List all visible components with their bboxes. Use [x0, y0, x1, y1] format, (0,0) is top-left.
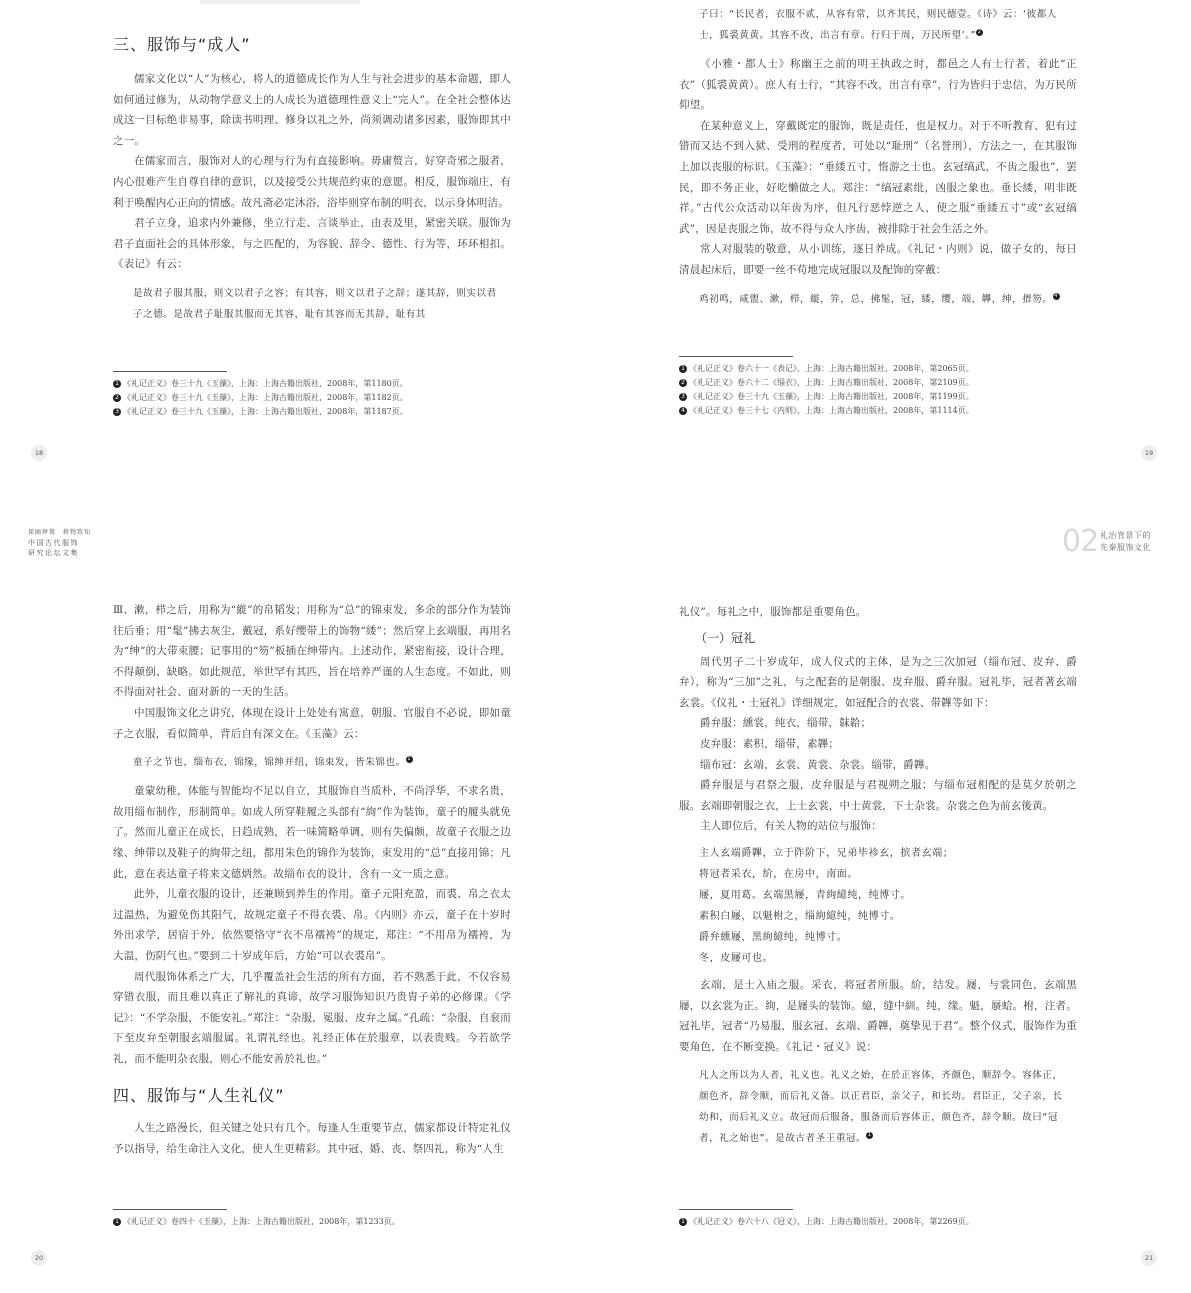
book-title-line: 研究论坛文集 [28, 549, 79, 557]
book-title-line: 中国古代服饰 [28, 539, 79, 547]
chapter-title: 礼治背景下的 先秦服饰文化 [1100, 531, 1151, 552]
paragraph: 在某种意义上，穿戴既定的服饰，既是责任，也是权力。对于不听教育、犯有过错而又达不到入狱、受刑的程度者，可处以“耻刑”（名誉刑），方法之一，在其服饰上加以丧服的标识。《玉藻》：“垂緌五寸，惰游之士也。玄冠缟武，不齿之服也”，罢民，即不务正业，好吃懒做之人。郑注：“缟冠素纰，凶服之象也。垂长緌，明非既祥。”古代公众活动以年齿为序，但凡行恶悖逆之人，使之服“垂緌五寸”或“玄冠缟武”，因是丧服之饰，故不得与众人序齿，被排除于社会生活之外。 [679, 119, 1077, 235]
paragraph: 君子立身，追求内外兼修，坐立行走、言谈举止，由表及里，紧密关联。服饰为君子直面社会的具体形象，与之匹配的，为容貌、辞令、德性、行为等，环环相扣。《表记》有云： [113, 217, 511, 271]
footnote-ref: 1 [407, 756, 412, 763]
paragraph: 主人即位后，有关人物的站位与服饰： [700, 820, 882, 833]
footnote: 1 《礼记正义》卷三十九《玉藻》，上海：上海古籍出版社，2008年，第1180页。 [113, 377, 511, 391]
paragraph: 礼仪”。每礼之中，服饰都是重要角色。 [679, 606, 867, 618]
footnote: 1 《礼记正义》卷六十一《表记》，上海：上海古籍出版社，2008年，第2065页。 [679, 362, 1077, 376]
quote-text: 是故君子服其服，则文以君子之容；有其容，则文以君子之辞；遂其辞，则实以君子之德。是故君子耻服其服而无其容，耻有其容而无其辞，耻有其 [133, 287, 497, 320]
footnote-ref: 2 [977, 29, 982, 35]
paragraph: 爵弁服是与君祭之服，皮弁服是与君视朔之服；与缁布冠相配的是莫夕於朝之服。玄端即朝服之衣，上士玄裳，中士黄裳，下士杂裳。杂裳之色为前玄後黄。 [679, 779, 1077, 812]
verse-line: 屦，夏用葛。玄端黑屦，青絇繶纯，纯博寸。 [699, 889, 911, 901]
section-heading: 四、服饰与“人生礼仪” [113, 1086, 285, 1106]
page-18 [0, 0, 595, 480]
footnotes [113, 1209, 511, 1229]
verse-line: 素积白屦，以魁柎之，缁絇繶纯，纯博寸。 [699, 910, 901, 922]
page-number: 19 [1141, 445, 1157, 461]
page-number: 18 [31, 445, 47, 461]
section-heading: 三、服饰与“成人” [113, 35, 251, 54]
subsection-heading: （一）冠礼 [695, 630, 756, 645]
quote-text: 子曰：“长民者，衣服不贰，从容有常，以齐其民，则民德壹。《诗》云：‘彼都人士，狐裘黄黄。其容不改，出言有章。行归于周，万民所望’。” [699, 9, 1057, 41]
paragraph: 人生之路漫长，但关键之处只有几个。每逢人生重要节点，儒家都设计特定礼仪予以指导，给生命注入文化，使人生更精彩。其中冠、婚、丧、祭四礼，称为“人生 [113, 1122, 511, 1156]
footnote-rule [679, 1209, 793, 1210]
quote-text: 凡人之所以为人者，礼义也。礼义之始，在於正容体，齐颜色，顺辞令。容体正，颜色齐，辞令顺，而后礼义备。以正君臣，亲父子，和长幼。君臣正，父子亲，长幼和，而后礼义立。故冠而后服备，服备而后容体正，颜色齐，辞令顺。故曰“冠者，礼之始也”。是故古者圣王重冠。 [699, 1070, 1063, 1145]
quote-text: 童子之节也，缁布衣，锦缘，锦绅并纽，锦束发，皆朱锦也。 [133, 757, 406, 769]
page-20 [0, 480, 595, 1293]
page-number: 20 [31, 1250, 47, 1266]
chapter-number: 02 [1062, 524, 1099, 559]
list-item: 爵弁服：纁裳，纯衣，缁带，韎韐； [700, 717, 872, 730]
verse-block [679, 843, 1077, 969]
page-19-content [679, 2, 1077, 318]
footnote: 2 《礼记正义》卷六十二《缁衣》，上海：上海古籍出版社，2008年，第2109页。 [679, 376, 1077, 390]
paragraph: 周代男子二十岁成年，成人仪式的主体，是为之三次加冠（缁布冠、皮弁、爵弁），称为“三加”之礼，与之配套的是朝服、皮弁服、爵弁服。冠礼毕，冠者著玄端玄裳。《仪礼・士冠礼》详细规定，如冠配合的衣裳、带韠等如下： [679, 655, 1077, 709]
page-21 [596, 480, 1191, 1293]
footnote-marker: 2 [113, 394, 121, 402]
footnote: 4 《礼记正义》卷三十七《内则》，上海：上海古籍出版社，2008年，第1114页。 [679, 404, 1077, 418]
page-number: 21 [1141, 1250, 1157, 1266]
footnote-ref: 1 [867, 1132, 872, 1139]
list-item: 皮弁服：素积，缁带，素韠； [700, 737, 840, 750]
paragraph: 周代服饰体系之广大，几乎覆盖社会生活的所有方面，若不熟悉于此，不仅容易穿错衣服，而且难以真正了解礼的真谛，故学习服饰知识乃贵胄子弟的必修课。《学记》：“不学杂服，不能安礼。”郑注：“杂服，冕服、皮弁之属。”孔疏：“杂服，自衮而下至皮弁至朝服玄端服属。礼谓礼经也。礼经正体在於服章，以表贵贱。今若欲学礼，而不能明杂衣服，则心不能安善於礼也。” [113, 970, 511, 1065]
verse-line: 主人玄端爵韠，立于阼阶下，兄弟毕袗玄，摈者玄端； [699, 847, 954, 859]
paragraph: 在儒家而言，服饰对人的心理与行为有直接影响。毋庸赘言，好穿奇邪之服者，内心很难产生自尊自律的意识，以及接受公共规范约束的意愿。相反，服饰端庄，有利于唤醒内心正向的情感。故凡斋必定沐浴，浴毕则穿布制的明衣，以示身体明洁。 [113, 155, 511, 209]
paragraph: 中国服饰文化之讲究，体现在设计上处处有寓意，朝服、官服自不必说，即如童子之衣服，看似简单，背后自有深文在。《玉藻》云： [113, 706, 511, 740]
book-subtitle: 探幽释微 格物致知 [28, 529, 92, 536]
paragraph: 儒家文化以“人”为核心，将人的道德成长作为人生与社会进步的基本命题，即人如何通过修为，从动物学意义上的人成长为道德理性意义上“完人”。在全社会整体达成这一目标绝非易事，除读书明理、修身以礼之外，尚须调动诸多因素，服饰即其中之一。 [113, 73, 511, 147]
paragraph: 玄端，是士入庙之服。采衣，将冠者所服。紒，结发。屦，与裳同色，玄端黑屦，以玄裳为正。絇，是屦头的装饰。繶，缝中紃。纯，缘。魁，蜃蛤。柎，注者。冠礼毕，冠者“乃易服，服玄冠、玄端、爵韠，奠挚见于君”。整个仪式，服饰作为重要角色，在不断变换。《礼记・冠义》说： [679, 978, 1077, 1053]
footnote-marker: 1 [113, 380, 121, 388]
block-quote [679, 289, 1077, 310]
block-quote [113, 752, 511, 773]
list-item: 缁布冠：玄端，玄裳、黄裳、杂裳。缁带，爵韠。 [700, 758, 936, 771]
footnote-rule [113, 1209, 227, 1210]
footnotes [113, 371, 511, 419]
block-quote [113, 283, 511, 325]
verse-line: 将冠者采衣，紒，在房中，南面。 [699, 868, 858, 880]
block-quote [679, 1065, 1077, 1149]
footnotes [679, 1209, 1077, 1229]
footnote-rule [113, 371, 227, 372]
paragraph: Ⅲ、漱，栉之后，用称为“縰”的帛韬发；用称为“总”的锦束发，多余的部分作为装饰往后垂；用“髦”拂去灰尘，戴冠，系好缨带上的饰物“緌”；然后穿上玄端服，再用名为“绅”的大带束腰；记事用的“笏”板插在绅带内。上述动作，紧密衔接，设计合理，不得颠倒、缺略。如此规范，举世罕有其匹，旨在培养严谨的人生态度。不如此，则不得面对社会、面对新的一天的生活。 [113, 604, 511, 699]
paragraph: 童蒙幼稚，体能与智能均不足以自立，其服饰自当质朴，不尚浮华，不求名贵，故用缁布制作，形制简单。如成人所穿鞋履之头部有“絇”作为装饰，童子的履头就免了。然而儿童正在成长，日趋成熟，若一味简略单调，则有失偏颇，故童子衣服之边缘、绅带以及鞋子的絇带之纽，都用朱色的锦作为装饰，束发用的“总”直接用锦；凡此，意在表达童子将来文德炳然。故缁布衣的设计，含有一文一质之意。 [113, 785, 511, 880]
verse-line: 爵弁纁屦，黑絇繶纯，纯博寸。 [699, 931, 848, 943]
footnote: 3 《礼记正义》卷三十九《玉藻》，上海：上海古籍出版社，2008年，第1187页。 [113, 405, 511, 419]
footnote: 2 《礼记正义》卷三十九《玉藻》，上海：上海古籍出版社，2008年，第1182页。 [113, 391, 511, 405]
page-19 [596, 0, 1191, 480]
footnotes [679, 356, 1077, 418]
footnote: 1 《礼记正义》卷六十八《冠义》，上海：上海古籍出版社，2008年，第2269页。 [679, 1215, 1077, 1229]
footnote-rule [679, 356, 793, 357]
page-20-content [113, 600, 511, 1160]
page-18-content [113, 32, 511, 333]
footnote-marker: 3 [113, 408, 121, 416]
verse-line: 冬，皮屦可也。 [699, 952, 774, 964]
footnote: 3 《礼记正义》卷三十九《玉藻》，上海：上海古籍出版社，2008年，第1199页。 [679, 390, 1077, 404]
block-quote [679, 4, 1077, 46]
footnote-ref: 4 [1054, 292, 1058, 299]
footnote: 1 《礼记正义》卷四十《玉藻》，上海：上海古籍出版社，2008年，第1233页。 [113, 1215, 511, 1229]
paragraph: 《小雅・都人士》称幽王之前的明王执政之时，都邑之人有士行者，着此“正衣”（狐裘黄黄）。庶人有士行，“其容不改，出言有章”，行为皆归于忠信，为万民所仰望。 [679, 58, 1077, 112]
quote-text: 鸡初鸣，咸盥、漱，栉，縰，笄，总，拂髦，冠，緌，缨，端，韠，绅，搢笏。 [699, 293, 1053, 305]
paragraph: 常人对服装的敬意，从小训练，逐日养成。《礼记・内则》说，做子女的，每日清晨起床后，即要一丝不苟地完成冠服以及配饰的穿戴： [679, 243, 1077, 276]
paragraph: 此外，儿童衣服的设计，还兼顾到养生的作用。童子元阳充盈，而裘、帛之衣太过温热，为避免伤其阳气，故规定童子不得衣裘、帛。《内则》亦云，童子在十岁时外出求学，居宿于外，依然要恪守“衣不帛襦袴”的规定，郑注：“不用帛为襦袴，为大温，伤阴气也。”要到二十岁成年后，方始“可以衣裘帛”。 [113, 888, 511, 962]
page-21-content [679, 602, 1077, 1157]
